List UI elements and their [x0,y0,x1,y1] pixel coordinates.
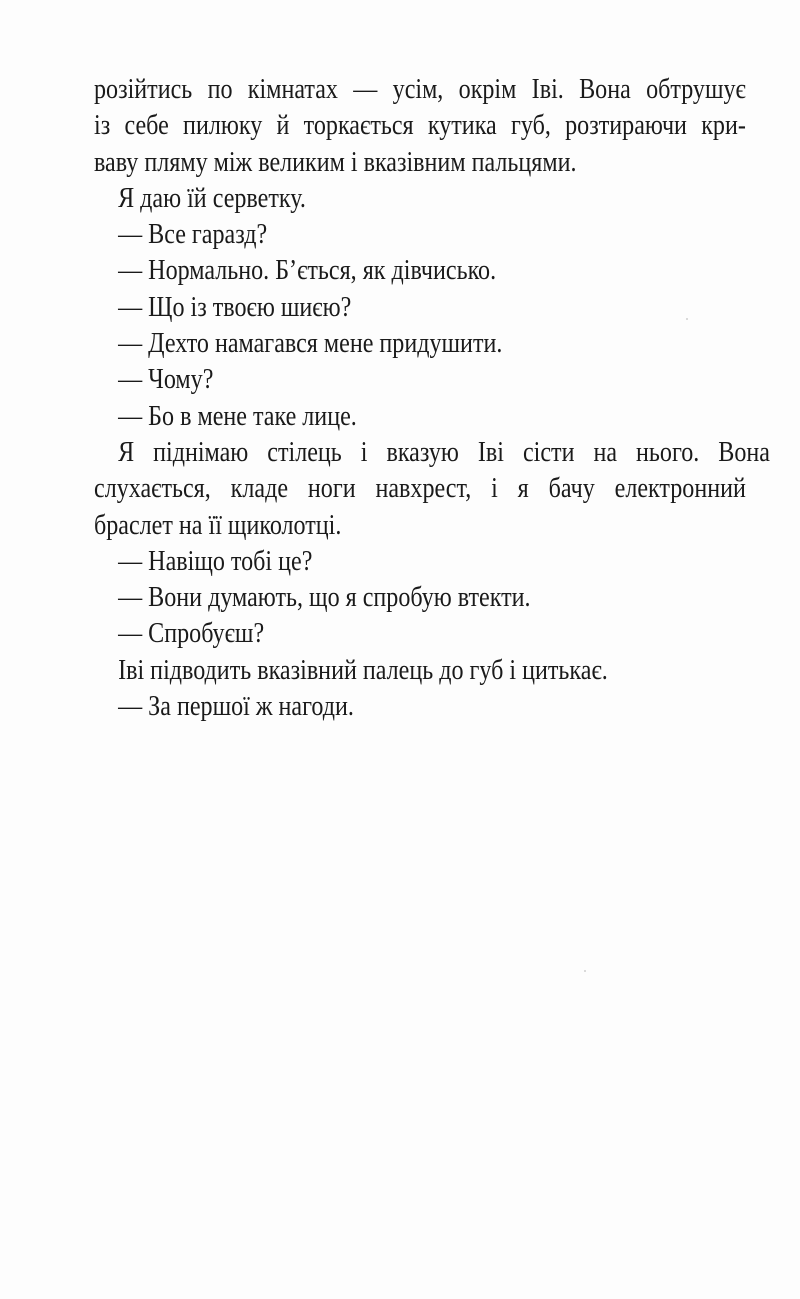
text-line: Я даю їй серветку. [118,182,306,214]
scan-speck [584,970,586,972]
dialogue-line: — Дехто намагався мене придушити. [118,328,503,360]
dialogue-line: — Вони думають, що я спробую втекти. [118,582,531,614]
text-line: слухається, кладе ноги навхрест, і я бачу електронний [94,473,746,505]
text-line: розійтись по кімнатах — усім, окрім Іві. Вона обтрушує [94,74,746,105]
text-line: Іві підводить вказівний палець до губ і цитькає. [118,654,608,686]
dialogue-line: — Бо в мене таке лице. [118,400,357,432]
dialogue-line: — Спробуєш? [118,618,265,650]
page-text [94,72,770,725]
text-line: ваву пляму між великим і вказівним пальцями. [94,146,577,178]
dialogue-line: — Нормально. Б’ється, як дівчисько. [118,255,497,287]
text-line: браслет на її щиколотці. [94,509,342,541]
dialogue-line: — Все гаразд? [118,219,268,251]
dialogue-line: — Навіщо тобі це? [118,545,313,577]
dialogue-line: — Що із твоєю шиєю? [118,291,352,323]
text-line: Я піднімаю стілець і вказую Іві сісти на нього. Вона [118,436,770,468]
dialogue-line: — За першої ж нагоди. [118,691,354,723]
scan-speck [686,318,688,320]
text-line: із себе пилюку й торкається кутика губ, розтираючи кри- [94,110,746,142]
dialogue-line: — Чому? [118,364,214,396]
